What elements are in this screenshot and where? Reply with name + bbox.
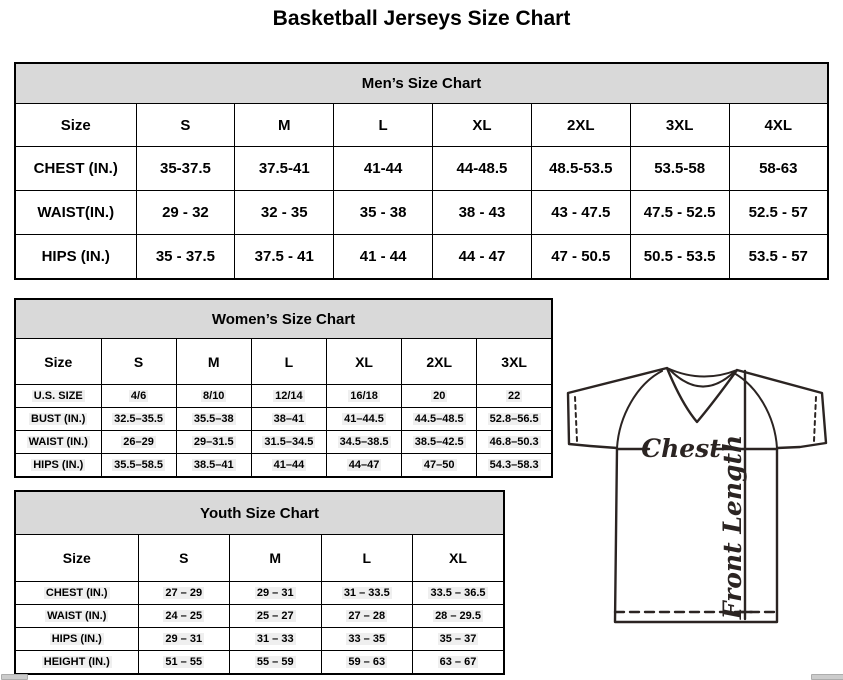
table-row bbox=[15, 651, 504, 675]
table-row bbox=[15, 431, 552, 454]
row-label-cell: HIPS (IN.) bbox=[15, 235, 136, 280]
value-cell: 29 – 31 bbox=[230, 582, 322, 605]
value-cell: 31.5–34.5 bbox=[251, 431, 326, 454]
value-cell: 55 – 59 bbox=[230, 651, 322, 675]
column-header-cell: L bbox=[251, 339, 326, 385]
value-cell: 34.5–38.5 bbox=[326, 431, 401, 454]
value-cell: 33 – 35 bbox=[321, 628, 413, 651]
value-cell: 31 – 33 bbox=[230, 628, 322, 651]
value-cell: 44 - 47 bbox=[433, 235, 532, 280]
youth-size-chart-table bbox=[14, 490, 505, 675]
size-header-cell: Size bbox=[15, 339, 101, 385]
value-cell: 32.5–35.5 bbox=[101, 408, 176, 431]
value-cell: 35.5–58.5 bbox=[101, 454, 176, 478]
value-cell: 28 – 29.5 bbox=[413, 605, 505, 628]
value-cell: 35 – 37 bbox=[413, 628, 505, 651]
value-cell: 50.5 - 53.5 bbox=[630, 235, 729, 280]
front-length-label: Front Length bbox=[718, 434, 747, 620]
value-cell: 46.8–50.3 bbox=[477, 431, 552, 454]
value-cell: 48.5-53.5 bbox=[531, 147, 630, 191]
value-cell: 38.5–42.5 bbox=[402, 431, 477, 454]
table-row bbox=[15, 454, 552, 478]
womens-size-chart-table bbox=[14, 298, 553, 478]
column-header-cell: L bbox=[334, 104, 433, 147]
table-row bbox=[15, 147, 828, 191]
row-label-cell: CHEST (IN.) bbox=[15, 582, 138, 605]
table-title: Youth Size Chart bbox=[15, 491, 504, 535]
value-cell: 27 – 29 bbox=[138, 582, 230, 605]
column-header-cell: XL bbox=[326, 339, 401, 385]
value-cell: 52.8–56.5 bbox=[477, 408, 552, 431]
table-row bbox=[15, 605, 504, 628]
collar-back-line bbox=[667, 368, 737, 377]
column-header-cell: L bbox=[321, 535, 413, 582]
value-cell: 37.5-41 bbox=[235, 147, 334, 191]
mens-size-chart-table bbox=[14, 62, 829, 280]
value-cell: 29 - 32 bbox=[136, 191, 235, 235]
value-cell: 4/6 bbox=[101, 385, 176, 408]
value-cell: 58-63 bbox=[729, 147, 828, 191]
column-header-cell: 2XL bbox=[531, 104, 630, 147]
value-cell: 8/10 bbox=[176, 385, 251, 408]
value-cell: 47.5 - 52.5 bbox=[630, 191, 729, 235]
left-sleeve-stitch bbox=[575, 397, 577, 441]
column-header-cell: M bbox=[176, 339, 251, 385]
column-header-cell: M bbox=[230, 535, 322, 582]
value-cell: 20 bbox=[402, 385, 477, 408]
row-label-cell: HEIGHT (IN.) bbox=[15, 651, 138, 675]
column-header-cell: XL bbox=[413, 535, 505, 582]
value-cell: 44.5–48.5 bbox=[402, 408, 477, 431]
value-cell: 26–29 bbox=[101, 431, 176, 454]
horizontal-scrollbar-thumb-left[interactable] bbox=[1, 674, 28, 680]
column-header-cell: S bbox=[101, 339, 176, 385]
table-row bbox=[15, 408, 552, 431]
value-cell: 31 – 33.5 bbox=[321, 582, 413, 605]
value-cell: 47–50 bbox=[402, 454, 477, 478]
column-header-cell: S bbox=[136, 104, 235, 147]
value-cell: 53.5 - 57 bbox=[729, 235, 828, 280]
row-label-cell: WAIST(IN.) bbox=[15, 191, 136, 235]
value-cell: 38 - 43 bbox=[433, 191, 532, 235]
value-cell: 38.5–41 bbox=[176, 454, 251, 478]
row-label-cell: WAIST (IN.) bbox=[15, 605, 138, 628]
row-label-cell: CHEST (IN.) bbox=[15, 147, 136, 191]
value-cell: 44–47 bbox=[326, 454, 401, 478]
row-label-cell: WAIST (IN.) bbox=[15, 431, 101, 454]
value-cell: 29 – 31 bbox=[138, 628, 230, 651]
column-header-cell: M bbox=[235, 104, 334, 147]
column-header-cell: 3XL bbox=[630, 104, 729, 147]
value-cell: 24 – 25 bbox=[138, 605, 230, 628]
value-cell: 53.5-58 bbox=[630, 147, 729, 191]
value-cell: 27 – 28 bbox=[321, 605, 413, 628]
value-cell: 51 – 55 bbox=[138, 651, 230, 675]
table-row bbox=[15, 628, 504, 651]
jersey-outline bbox=[568, 368, 826, 622]
row-label-cell: BUST (IN.) bbox=[15, 408, 101, 431]
value-cell: 35 - 38 bbox=[334, 191, 433, 235]
value-cell: 59 – 63 bbox=[321, 651, 413, 675]
column-header-cell: S bbox=[138, 535, 230, 582]
value-cell: 32 - 35 bbox=[235, 191, 334, 235]
size-header-cell: Size bbox=[15, 104, 136, 147]
table-row bbox=[15, 235, 828, 280]
value-cell: 41 - 44 bbox=[334, 235, 433, 280]
jersey-measurement-diagram bbox=[558, 362, 836, 628]
column-header-cell: 2XL bbox=[402, 339, 477, 385]
value-cell: 22 bbox=[477, 385, 552, 408]
value-cell: 25 – 27 bbox=[230, 605, 322, 628]
value-cell: 12/14 bbox=[251, 385, 326, 408]
column-header-cell: 4XL bbox=[729, 104, 828, 147]
horizontal-scrollbar-thumb-right[interactable] bbox=[811, 674, 843, 680]
value-cell: 47 - 50.5 bbox=[531, 235, 630, 280]
value-cell: 41–44.5 bbox=[326, 408, 401, 431]
column-header-cell: XL bbox=[433, 104, 532, 147]
table-title: Men’s Size Chart bbox=[15, 63, 828, 104]
table-row bbox=[15, 582, 504, 605]
table-row bbox=[15, 385, 552, 408]
value-cell: 52.5 - 57 bbox=[729, 191, 828, 235]
value-cell: 54.3–58.3 bbox=[477, 454, 552, 478]
size-header-cell: Size bbox=[15, 535, 138, 582]
value-cell: 16/18 bbox=[326, 385, 401, 408]
value-cell: 43 - 47.5 bbox=[531, 191, 630, 235]
table-title: Women’s Size Chart bbox=[15, 299, 552, 339]
value-cell: 35 - 37.5 bbox=[136, 235, 235, 280]
page-title: Basketball Jerseys Size Chart bbox=[272, 7, 571, 30]
chest-label: Chest bbox=[641, 434, 721, 463]
right-sleeve-stitch bbox=[814, 397, 816, 441]
value-cell: 35-37.5 bbox=[136, 147, 235, 191]
column-header-cell: 3XL bbox=[477, 339, 552, 385]
row-label-cell: HIPS (IN.) bbox=[15, 454, 101, 478]
value-cell: 63 – 67 bbox=[413, 651, 505, 675]
value-cell: 38–41 bbox=[251, 408, 326, 431]
value-cell: 44-48.5 bbox=[433, 147, 532, 191]
value-cell: 33.5 – 36.5 bbox=[413, 582, 505, 605]
row-label-cell: HIPS (IN.) bbox=[15, 628, 138, 651]
value-cell: 41–44 bbox=[251, 454, 326, 478]
value-cell: 35.5–38 bbox=[176, 408, 251, 431]
table-row bbox=[15, 191, 828, 235]
row-label-cell: U.S. SIZE bbox=[15, 385, 101, 408]
value-cell: 41-44 bbox=[334, 147, 433, 191]
value-cell: 37.5 - 41 bbox=[235, 235, 334, 280]
value-cell: 29–31.5 bbox=[176, 431, 251, 454]
